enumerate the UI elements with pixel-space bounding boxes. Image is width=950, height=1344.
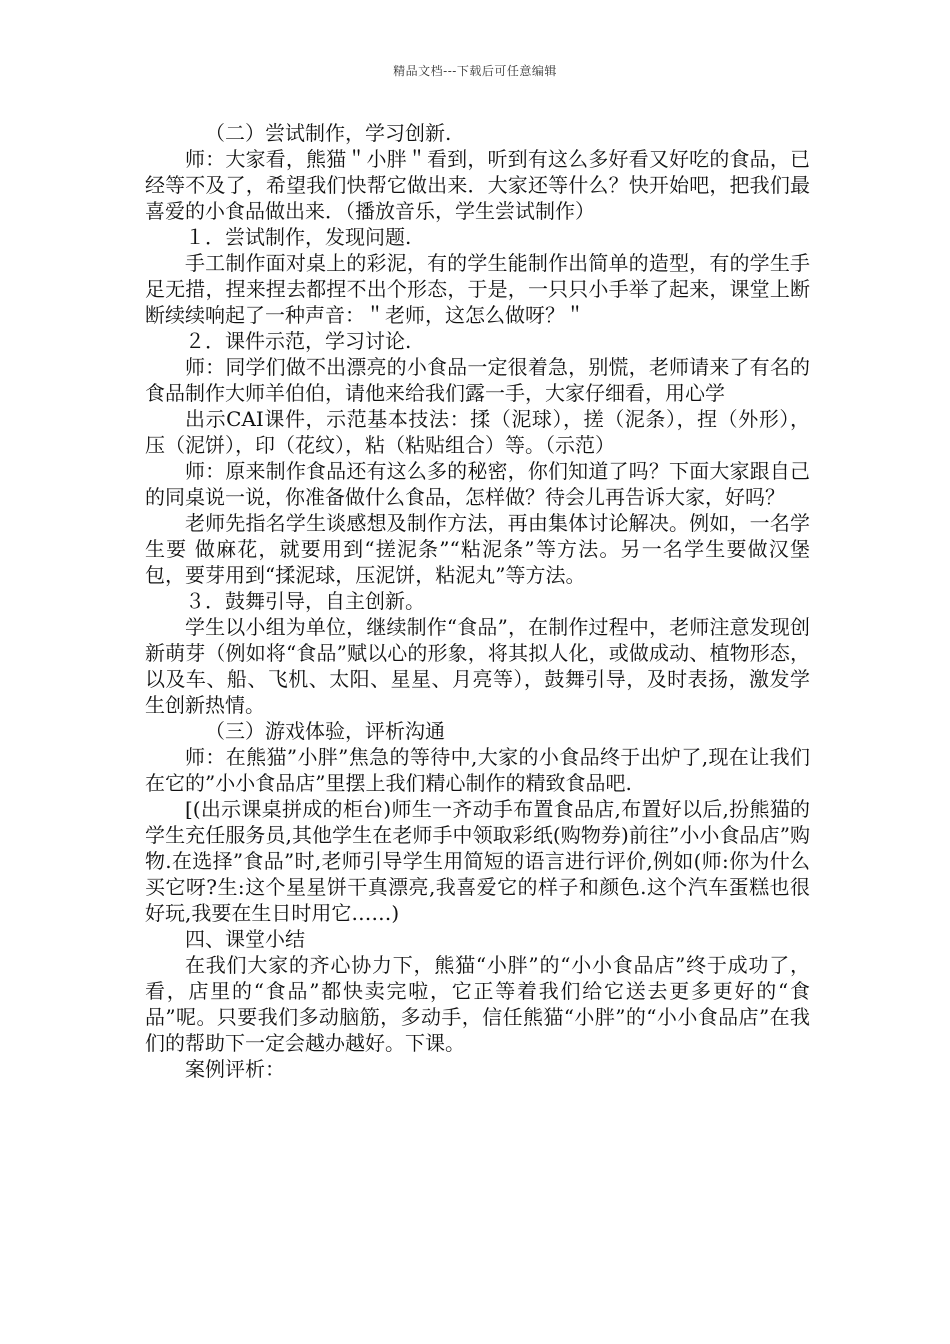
paragraph: 老师先指名学生谈感想及制作方法，再由集体讨论解决。例如，一名学生要 做麻花，就要用到“搓泥条”“粘泥条”等方法。另一名学生要做汉堡包，要芽用到“揉泥球，压泥饼，粘泥丸”等方法。 [145, 511, 810, 587]
page-header: 精品文档---下载后可任意编辑 [393, 64, 557, 78]
section-heading: （二）尝试制作，学习创新. [205, 121, 452, 145]
document-body [145, 120, 810, 1082]
paragraph: 师：原来制作食品还有这么多的秘密，你们知道了吗？下面大家跟自己的同桌说一说，你准备做什么食品，怎样做？待会儿再告诉大家，好吗？ [145, 459, 810, 509]
paragraph: 师：大家看，熊猫＂小胖＂看到，听到有这么多好看又好吃的食品，已经等不及了，希望我们快帮它做出来．大家还等什么？快开始吧，把我们最喜爱的小食品做出来．（播放音乐，学生尝试制作） [145, 147, 810, 223]
subsection-heading: ２．课件示范，学习讨论. [185, 329, 412, 353]
paragraph: 师：在熊猫”小胖”焦急的等待中,大家的小食品终于出炉了,现在让我们在它的”小小食品店”里摆上我们精心制作的精致食品吧. [145, 745, 810, 795]
paragraph: [(出示课桌拼成的柜台)师生一齐动手布置食品店,布置好以后,扮熊猫的学生充任服务员,其他学生在老师手中领取彩纸(购物券)前往”小小食品店”购物.在选择”食品”时,老师引导学生用简短的语言进行评价,例如(师:你为什么买它呀?生:这个星星饼干真漂亮,我喜爱它的样子和颜色.这个汽车蛋糕也很好玩,我要在生日时用它……) [145, 797, 810, 925]
paragraph: 案例评析： [185, 1057, 285, 1081]
paragraph: 出示CAI课件，示范基本技法：揉（泥球），搓（泥条），捏（外形），压（泥饼），印（花纹），粘（粘贴组合）等。（示范） [145, 407, 810, 457]
paragraph: 在我们大家的齐心协力下，熊猫“小胖”的“小小食品店”终于成功了，看，店里的“食品”都快卖完啦，它正等着我们给它送去更多更好的“食品”呢。只要我们多动脑筋，多动手，信任熊猫“小胖”的“小小食品店”在我们的帮助下一定会越办越好。下课。 [145, 953, 810, 1055]
section-heading: （三）游戏体验，评析沟通 [205, 719, 445, 743]
subsection-heading: １．尝试制作，发现问题. [185, 225, 412, 249]
subsection-heading: ３．鼓舞引导，自主创新。 [185, 589, 425, 613]
paragraph: 师：同学们做不出漂亮的小食品一定很着急，别慌，老师请来了有名的食品制作大师羊伯伯，请他来给我们露一手，大家仔细看，用心学 [145, 355, 810, 405]
section-heading: 四、课堂小结 [185, 927, 305, 951]
paragraph: 学生以小组为单位，继续制作“食品”，在制作过程中，老师注意发现创新萌芽（例如将“食品”赋以心的形象，将其拟人化，或做成动、植物形态，以及车、船、飞机、太阳、星星、月亮等），鼓舞引导，及时表扬，激发学生创新热情。 [145, 615, 810, 717]
paragraph: 手工制作面对桌上的彩泥，有的学生能制作出简单的造型，有的学生手足无措，捏来捏去都捏不出个形态，于是，一只只小手举了起来，课堂上断断续续响起了一种声音：＂老师，这怎么做呀？＂ [145, 251, 810, 327]
